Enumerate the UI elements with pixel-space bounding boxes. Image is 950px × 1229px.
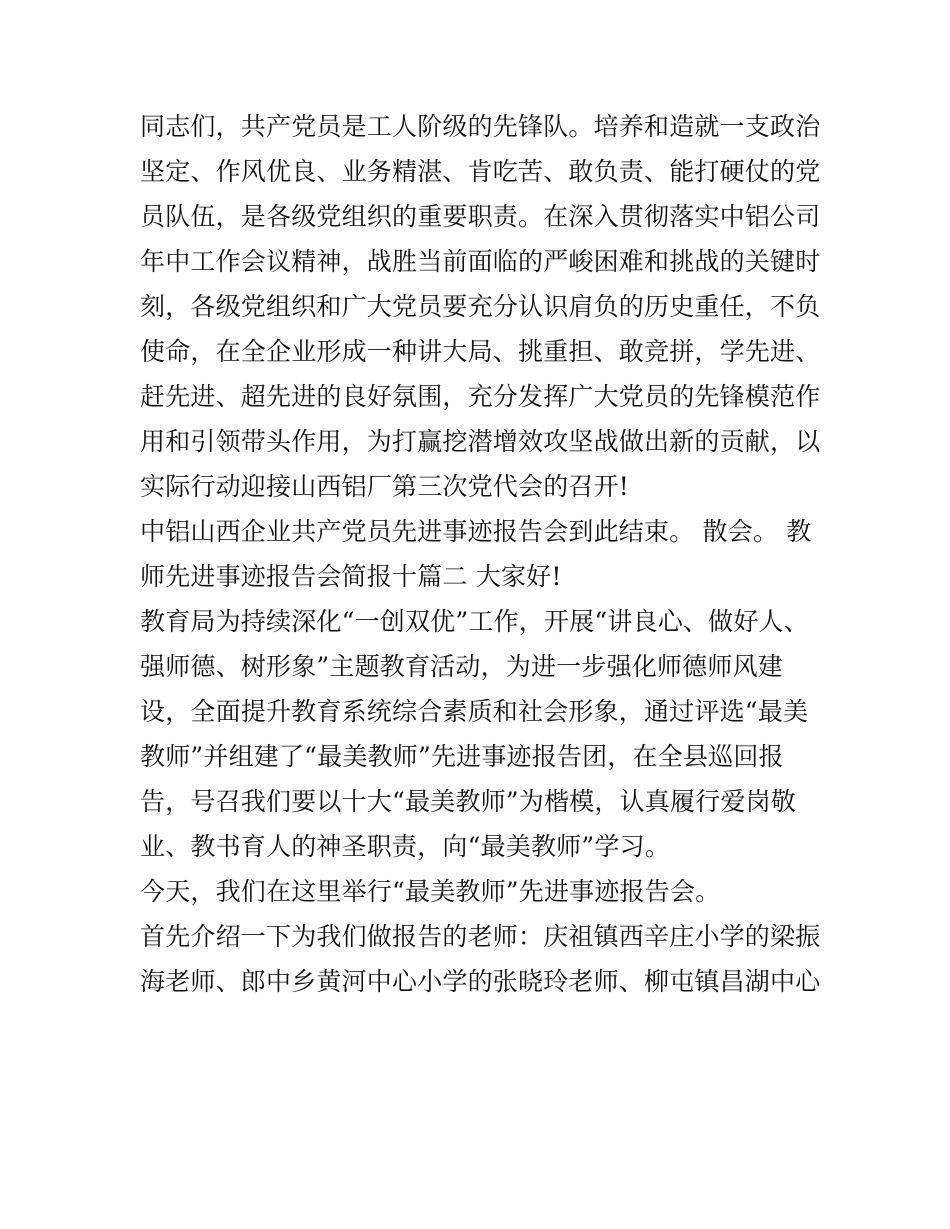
text-line: 坚定、作风优良、业务精湛、肯吃苦、敢负责、能打硬仗的党 [140,157,820,186]
text-line: 赶先进、超先进的良好氛围，充分发挥广大党员的先锋模范作 [140,382,820,411]
text-line: 使命，在全企业形成一种讲大局、挑重担、敢竞拼，学先进、 [140,337,820,366]
text-line: 用和引领带头作用，为打赢挖潜增效攻坚战做出新的贡献，以 [140,427,820,456]
text-line: 员队伍，是各级党组织的重要职责。在深入贯彻落实中铝公司 [140,202,820,231]
text-line: 中铝山西企业共产党员先进事迹报告会到此结束。 散会。 教 [140,517,812,546]
text-line: 刻，各级党组织和广大党员要充分认识肩负的历史重任，不负 [140,292,820,321]
text-line: 实际行动迎接山西铝厂第三次党代会的召开! [140,472,630,501]
text-line: 教师”并组建了“最美教师”先进事迹报告团，在全县巡回报 [140,742,784,771]
text-line: 设，全面提升教育系统综合素质和社会形象，通过评选“最美 [140,697,809,726]
text-line: 首先介绍一下为我们做报告的老师：庆祖镇西辛庄小学的梁振 [140,922,820,951]
document-body [140,104,820,1004]
text-line: 同志们，共产党员是工人阶级的先锋队。培养和造就一支政治 [140,112,820,141]
text-line: 师先进事迹报告会简报十篇二 大家好! [140,562,562,591]
text-line: 教育局为持续深化“一创双优”工作，开展“讲良心、做好人、 [140,607,809,636]
text-line: 今天，我们在这里举行“最美教师”先进事迹报告会。 [140,877,721,906]
text-line: 业、教书育人的神圣职责，向“最美教师”学习。 [140,832,670,861]
text-line: 强师德、树形象”主题教育活动，为进一步强化师德师风建 [140,652,783,681]
text-line: 年中工作会议精神，战胜当前面临的严峻困难和挑战的关键时 [140,247,820,276]
text-line: 海老师、郎中乡黄河中心小学的张晓玲老师、柳屯镇昌湖中心 [140,967,820,996]
text-line: 告，号召我们要以十大“最美教师”为楷模，认真履行爱岗敬 [140,787,796,816]
